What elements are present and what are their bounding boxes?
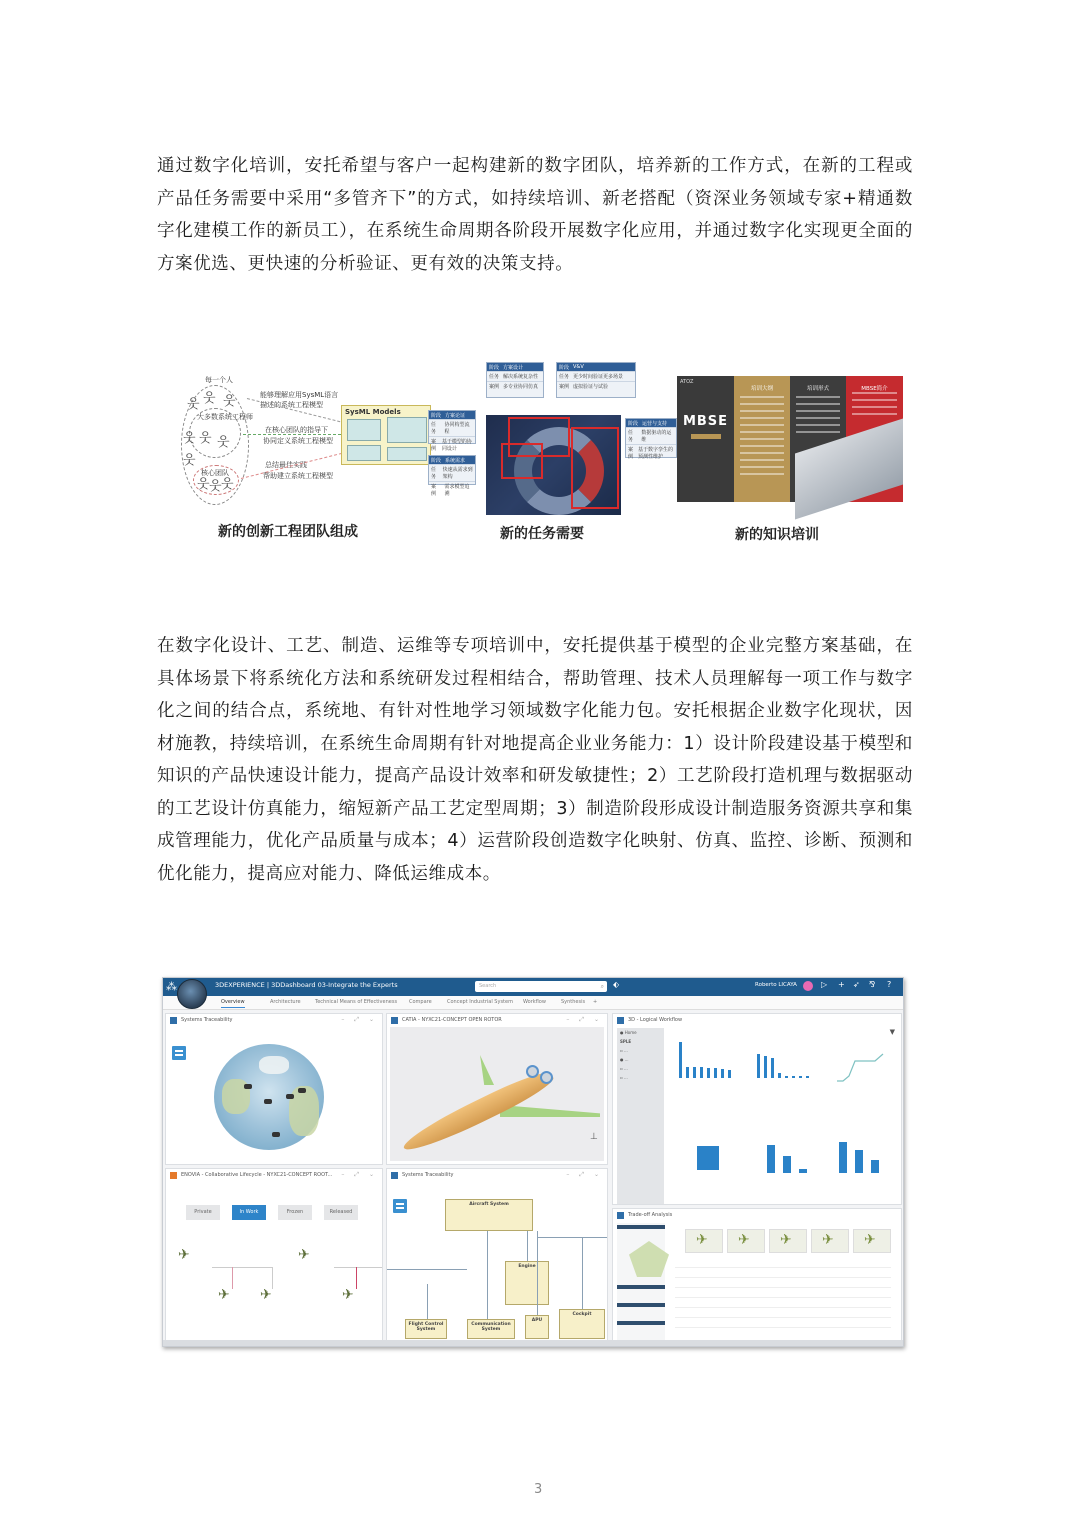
3d-viewport[interactable] — [390, 1027, 604, 1161]
uml-block-engine[interactable]: Engine — [505, 1261, 549, 1305]
widget-systems-traceability-top — [165, 1013, 383, 1165]
intro-paragraph: 通过数字化培训，安托希望与客户一起构建新的数字团队，培养新的工作方式，在新的工程或产品任务需要中采用“多管齐下”的方式，如持续培训、新老搭配（资深业务领域专家+精通数字化建模工作的新员工），在系统生命周期各阶段开展数字化应用，并通过数字化实现更全面的方案优选、更快速的分析验证、更有效的决策支持。 — [157, 156, 913, 274]
panel-title: MBSE简介 — [861, 386, 888, 392]
widget-icon — [170, 1017, 177, 1024]
tab-concept-industrial[interactable]: Concept Industrial System — [447, 999, 513, 1005]
radar-chart — [629, 1241, 669, 1277]
design-thumbnail[interactable] — [685, 1229, 723, 1253]
widget-title: Systems Traceability — [402, 1172, 454, 1178]
tail-fin — [480, 1055, 494, 1085]
state-frozen-button[interactable]: Frozen — [278, 1205, 312, 1220]
person-icon: 웃 — [183, 431, 196, 446]
training-brochure-figure — [677, 376, 903, 502]
tab-bar — [163, 996, 903, 1010]
chart-card — [825, 1110, 893, 1188]
table-vv: 阶段 V&V 任务 更少时间验证更多场景 案例 虚拟验证与试验 — [556, 362, 636, 398]
cover-title: MBSE — [682, 414, 729, 429]
table-requirements: 阶段 系统需求 任务 快速从需求到架构 案例 需求模型追溯 — [428, 455, 476, 485]
state-private-button[interactable]: Private — [186, 1205, 220, 1220]
widget-title: 3D - Logical Workflow — [628, 1017, 683, 1023]
table-operations: 阶段 运营与支持 任务 数据驱动的运维 案例 基于数字孪生的预测性维护 — [625, 418, 677, 458]
person-icon: 웃 — [183, 453, 196, 468]
line-chart-card — [825, 1036, 893, 1098]
widget-icon — [617, 1212, 624, 1219]
nav-item[interactable]: ● Home — [620, 1030, 637, 1035]
avatar[interactable] — [803, 981, 813, 991]
brochure-panel-outline — [734, 376, 790, 502]
widget-title: Trade-off Analysis — [628, 1212, 673, 1218]
uml-block-cockpit[interactable]: Cockpit — [559, 1309, 605, 1339]
arrow-label: 协同定义系统工程模型 — [263, 437, 333, 445]
arrow-label: 在核心团队的指导下 — [265, 426, 328, 434]
chart-card — [671, 1036, 739, 1098]
window-controls[interactable]: – ⤢ ⌄ — [566, 1171, 603, 1178]
tools-icon[interactable]: ➶ — [853, 980, 860, 989]
compass-icon[interactable] — [177, 979, 207, 1009]
globe-map[interactable] — [214, 1044, 324, 1150]
help-icon[interactable]: ? — [887, 980, 892, 989]
ds-logo-icon[interactable]: ⁂ — [166, 980, 177, 993]
nav-item[interactable]: ▫ ... — [620, 1075, 628, 1080]
nav-item[interactable]: ▫ ... — [620, 1066, 628, 1071]
lifecycle-image — [486, 415, 621, 515]
compass-tools-icon[interactable]: ⅋ — [869, 980, 876, 989]
label-core-team: 核心团队 — [201, 469, 229, 477]
label-most-engineers: 大多数系统工程师 — [197, 413, 253, 421]
add-icon[interactable]: + — [838, 980, 845, 989]
sysml-models-box — [341, 405, 431, 465]
widget-catia — [386, 1013, 608, 1165]
chart-card — [747, 1036, 817, 1098]
widget-title: Systems Traceability — [181, 1017, 233, 1023]
caption-training: 新的知识培训 — [735, 527, 819, 543]
brochure-cover — [677, 376, 734, 502]
uml-block-aircraft[interactable]: Aircraft System — [445, 1199, 533, 1231]
window-controls[interactable]: – ⤢ ⌄ — [566, 1016, 603, 1023]
user-name[interactable]: Roberto LICAYA — [755, 982, 797, 988]
widget-analytics — [612, 1013, 902, 1205]
search-input[interactable]: Search ⌕ — [475, 981, 607, 992]
aircraft-node[interactable]: ✈ — [218, 1287, 230, 1303]
app-title: 3DEXPERIENCE | 3DDashboard 03-Integrate the Experts — [215, 981, 398, 989]
tab-synthesis[interactable]: Synthesis — [561, 999, 586, 1005]
design-thumbnail[interactable] — [727, 1229, 765, 1253]
person-icon: 웃 — [223, 394, 236, 409]
aircraft-node[interactable]: ✈ — [298, 1247, 310, 1263]
page-number: 3 — [534, 1482, 543, 1497]
model-diagram — [347, 419, 381, 441]
widget-systems-traceability-bottom — [386, 1168, 608, 1344]
label-everyone: 每一个人 — [205, 376, 233, 384]
widget-enovia — [165, 1168, 383, 1344]
sysml-title: SysML Models — [345, 408, 401, 416]
rotor — [526, 1065, 539, 1078]
table-design: 阶段 方案设计 任务 解决系统复杂性 案例 多专业协同仿真 — [486, 362, 544, 398]
person-icon: 웃 — [203, 391, 216, 406]
person-icon: 웃 — [217, 435, 230, 450]
aircraft-node[interactable]: ✈ — [260, 1287, 272, 1303]
axis-triad-icon[interactable]: ⊥ — [590, 1132, 598, 1142]
caption-team: 新的创新工程团队组成 — [218, 524, 358, 540]
caption-mission: 新的任务需要 — [500, 526, 584, 542]
person-icon: 웃 — [221, 477, 234, 492]
window-controls[interactable]: – ⤢ ⌄ — [341, 1016, 378, 1023]
model-diagram — [387, 417, 427, 443]
top-bar — [163, 978, 903, 996]
add-tab-button[interactable]: + — [593, 999, 598, 1005]
body-paragraph: 在数字化设计、工艺、制造、运维等专项培训中，安托提供基于模型的企业完整方案基础，在具体场景下将系统化方法和系统研发过程相结合，帮助管理、技术人员理解每一项工作与数字化之间的结合点，系统地、有针对性地学习领域数字化能力包。安托根据企业数字化现状，因材施教，持续培训，在系统生命周期有针对地提高企业业务能力：1）设计阶段建设基于模型和知识的产品快速设计能力，提高产品设计效率和研发敏捷性；2）工艺阶段打造机理与数据驱动的工艺设计仿真能力，缩短新产品工艺定型周期；3）制造阶段形成设计制造服务资源共享和集成管理能力，优化产品质量与成本；4）运营阶段创造数字化映射、仿真、监控、诊断、预测和优化能力，提高应对能力、降低运维成本。 — [157, 636, 913, 884]
chart-card — [747, 1110, 817, 1188]
widget-icon — [617, 1017, 624, 1024]
arrow-line — [243, 434, 341, 435]
line-chart — [825, 1036, 893, 1098]
highlight-box — [571, 427, 619, 509]
widget-icon — [170, 1172, 177, 1179]
person-icon: 웃 — [209, 479, 222, 494]
design-thumbnail[interactable] — [811, 1229, 849, 1253]
tab-technical-means[interactable]: Technical Means of Effectiveness — [315, 999, 398, 1005]
widget-icon — [391, 1017, 398, 1024]
uml-block-communication[interactable]: Communication System — [467, 1319, 515, 1339]
tab-compare[interactable]: Compare — [409, 999, 432, 1005]
tab-overview[interactable]: Overview — [221, 999, 245, 1008]
widget-title: CATIA - NYXC21-CONCEPT OPEN ROTOR — [402, 1017, 502, 1023]
tag-icon[interactable]: ⬖ — [613, 980, 620, 989]
aircraft-node[interactable]: ✈ — [342, 1287, 354, 1303]
nav-item[interactable]: ● ... — [620, 1057, 629, 1062]
menu-button[interactable] — [172, 1046, 186, 1060]
tab-architecture[interactable]: Architecture — [270, 999, 301, 1005]
tab-workflow[interactable]: Workflow — [523, 999, 546, 1005]
chart-card — [671, 1110, 739, 1188]
model-diagram — [387, 447, 427, 461]
person-icon: 웃 — [187, 397, 200, 412]
wing — [500, 1105, 600, 1117]
dashboard-screenshot — [162, 977, 904, 1347]
model-diagram — [347, 445, 381, 461]
person-icon: 웃 — [199, 431, 212, 446]
widget-icon — [391, 1172, 398, 1179]
team-composition-figure — [175, 370, 430, 510]
table-concept: 阶段 方案论证 任务 协同构型流程 案例 基于模型的协同设计 — [428, 410, 476, 444]
brand-logo: ATOZ — [680, 379, 694, 385]
arrow-label: 总结最佳实践 — [265, 461, 307, 469]
menu-button[interactable] — [393, 1199, 407, 1213]
cover-bar — [691, 434, 721, 439]
widget-title: ENOVIA - Collaborative Lifecycle - NYXC21-CONCEPT ROOT... — [181, 1172, 333, 1178]
panel-title: 培训大纲 — [750, 386, 773, 392]
rotor — [540, 1071, 553, 1084]
highlight-box — [501, 443, 543, 479]
nav-item[interactable]: SPLE — [620, 1039, 632, 1044]
search-icon[interactable]: ⌕ — [600, 983, 604, 990]
status-bar — [163, 1340, 903, 1346]
state-released-button[interactable]: Released — [324, 1205, 358, 1220]
tradeoff-sidebar — [617, 1223, 665, 1341]
arrow-label: 描述的系统工程模型 — [260, 401, 323, 409]
filter-icon[interactable]: ▼ — [889, 1028, 895, 1036]
person-icon: 웃 — [197, 477, 210, 492]
state-in-work-button[interactable]: In Work — [232, 1205, 266, 1220]
panel-title: 培训形式 — [806, 386, 829, 392]
share-icon[interactable]: ▷ — [821, 980, 828, 989]
arrow-label: 能够理解应用SysML语言 — [260, 391, 339, 399]
uml-block-apu[interactable]: APU — [525, 1315, 549, 1339]
mission-needs-figure — [428, 360, 673, 515]
arrow-label: 帮助建立系统工程模型 — [263, 472, 333, 480]
analytics-nav — [617, 1028, 664, 1205]
aircraft-node[interactable]: ✈ — [178, 1247, 190, 1263]
nav-item[interactable]: ▫ ... — [620, 1048, 628, 1053]
uml-block-flight-control[interactable]: Flight Control System — [405, 1319, 447, 1339]
design-thumbnail[interactable] — [853, 1229, 891, 1253]
design-thumbnail[interactable] — [769, 1229, 807, 1253]
window-controls[interactable]: – ⤢ ⌄ — [341, 1171, 378, 1178]
widget-tradeoff — [612, 1208, 902, 1344]
